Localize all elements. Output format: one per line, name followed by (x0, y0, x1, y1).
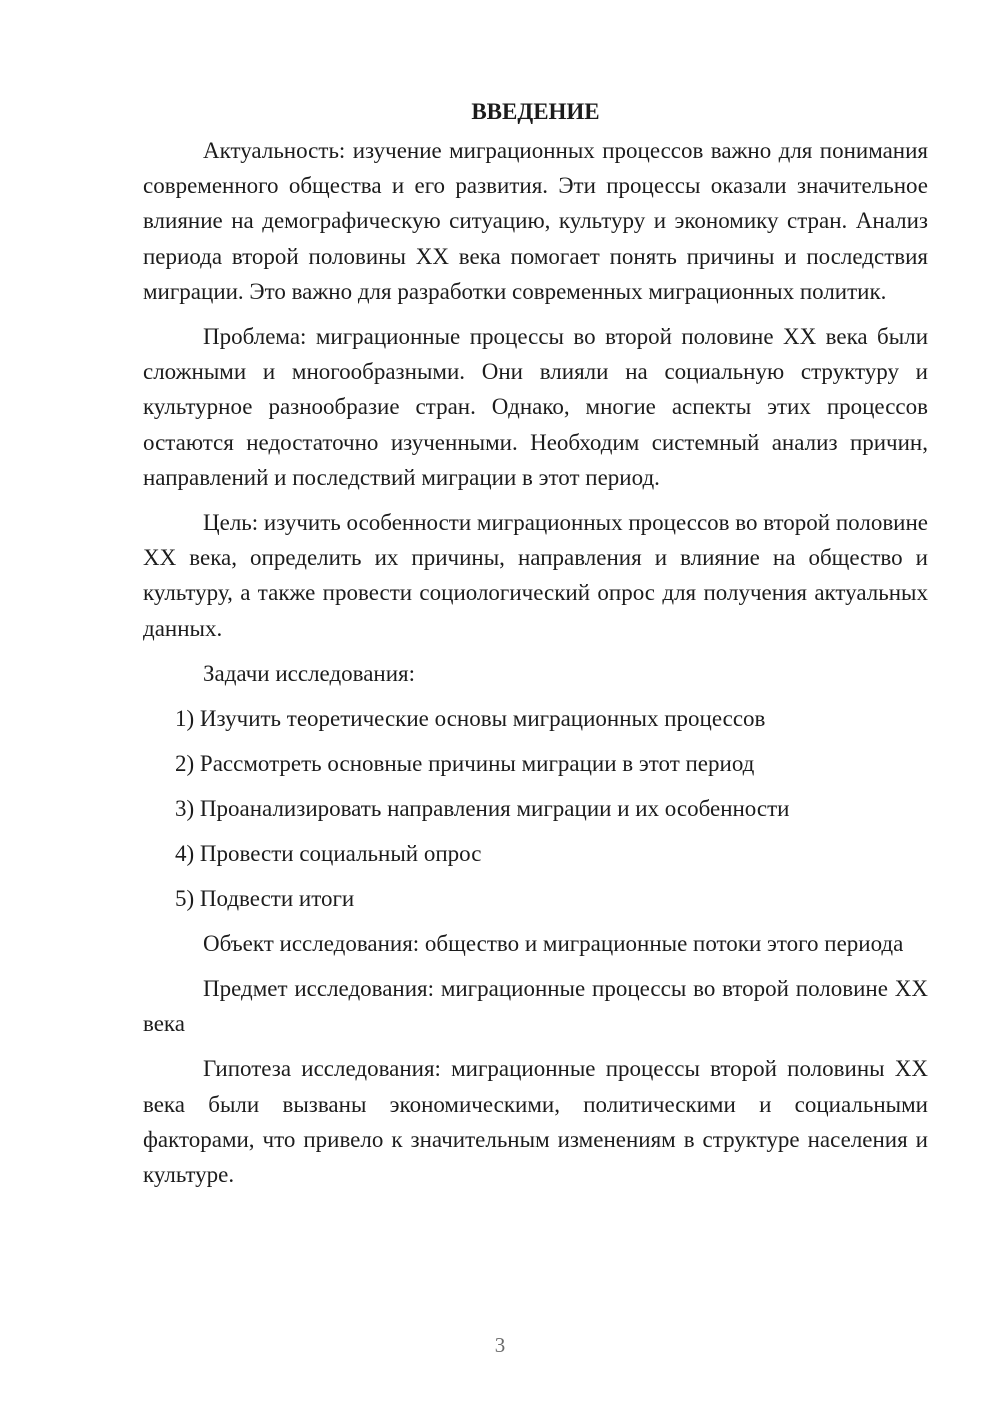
paragraph-object: Объект исследования: общество и миграционные потоки этого периода (203, 930, 904, 956)
paragraph-hypothesis: Гипотеза исследования: миграционные процессы второй половины XX века были вызваны экономическими, политическими и социальными факторами, что привело к значительным изменениям в структуре населения и культуре. (143, 1056, 928, 1188)
task-list (143, 701, 928, 916)
list-item: 3) Проанализировать направления миграции и их особенности (175, 795, 790, 821)
paragraph-problem: Проблема: миграционные процессы во второй половине XX века были сложными и многообразными. Они влияли на социальную структуру и культурное разнообразие стран. Однако, многие аспекты этих процессов остаются недостаточно изученными. Необходим системный анализ причин, направлений и последствий миграции в этот период. (143, 324, 928, 490)
list-item: 2) Рассмотреть основные причины миграции в этот период (175, 750, 755, 776)
list-item: 1) Изучить теоретические основы миграционных процессов (175, 705, 766, 731)
page-number: 3 (494, 1333, 506, 1357)
paragraph-subject: Предмет исследования: миграционные процессы во второй половине XX века (143, 976, 928, 1037)
list-item: 5) Подвести итоги (175, 885, 355, 911)
list-item: 4) Провести социальный опрос (175, 840, 482, 866)
document-page (143, 94, 928, 1202)
tasks-heading: Задачи исследования: (203, 660, 416, 686)
paragraph-goal: Цель: изучить особенности миграционных процессов во второй половине XX века, определить их причины, направления и влияние на общество и культуру, а также провести социологический опрос для получения актуальных данных. (143, 510, 928, 641)
page-title: ВВЕДЕНИЕ (471, 99, 600, 124)
paragraph-relevance: Актуальность: изучение миграционных процессов важно для понимания современного общества и его развития. Эти процессы оказали значительное влияние на демографическую ситуацию, культуру и экономику стран. Анализ периода второй половины XX века помогает понять причины и последствия миграции. Это важно для разработки современных миграционных политик. (143, 138, 928, 304)
